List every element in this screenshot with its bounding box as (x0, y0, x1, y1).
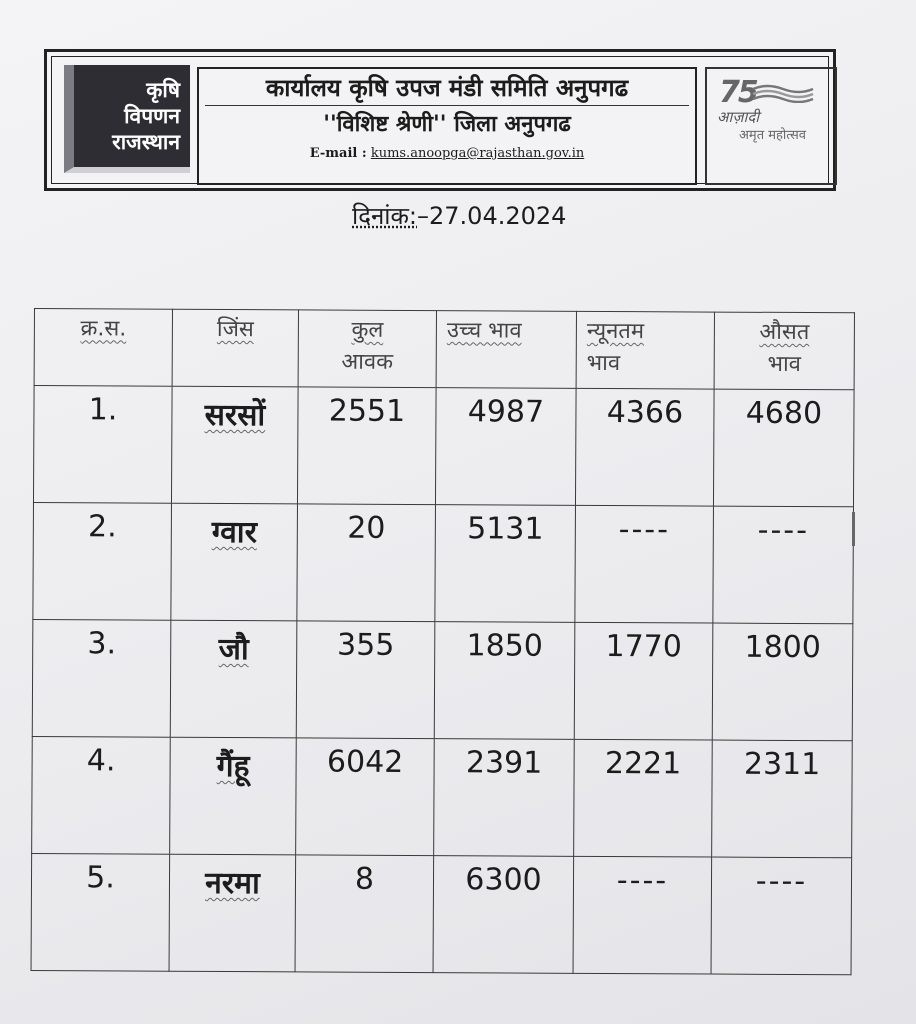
date-line (352, 199, 566, 232)
title-divider (205, 105, 689, 106)
min-price-cell: 4366 (575, 388, 714, 506)
table-row (33, 386, 854, 507)
serial-no-cell: 2. (33, 502, 172, 620)
header-commodity: जिंस (172, 309, 298, 387)
letterhead-inner-border (51, 56, 829, 184)
commodity-cell: सरसों (171, 386, 298, 504)
flag-waves-icon (751, 83, 815, 103)
serial-no-cell: 1. (33, 386, 172, 504)
date-value: –27.04.2024 (417, 202, 567, 230)
serial-no-cell: 5. (31, 853, 170, 971)
letterhead (44, 49, 836, 191)
mandi-rates-table (31, 308, 855, 975)
header-min-price: न्यूनतम भाव (576, 311, 714, 389)
total-arrival-cell: 2551 (297, 387, 436, 505)
serial-no-cell: 3. (32, 619, 171, 737)
total-arrival-cell: 6042 (296, 738, 435, 856)
min-price-cell: ---- (573, 856, 712, 974)
logo-line: कृषि (146, 77, 180, 102)
email-line (199, 146, 695, 161)
min-price-cell: 1770 (574, 622, 713, 740)
high-price-cell: 4987 (435, 388, 576, 506)
commodity-cell: गैंहू (170, 737, 297, 855)
header-serial-no: क्र.स. (34, 309, 172, 387)
logo-line: विपणन (124, 103, 180, 128)
azadi-amrit-mahotsav-logo (705, 67, 837, 185)
avg-price-cell: ---- (711, 857, 852, 975)
commodity-cell: जौ (170, 620, 297, 738)
email-address[interactable]: kums.anoopga@rajasthan.gov.in (370, 146, 585, 161)
high-price-cell: 2391 (434, 739, 575, 857)
table-header-row (34, 309, 854, 390)
azadi-text: आज़ादी (717, 108, 760, 126)
total-arrival-cell: 20 (297, 504, 436, 622)
avg-price-cell: 1800 (712, 623, 853, 741)
avg-price-cell: 4680 (713, 389, 854, 507)
high-price-cell: 6300 (433, 856, 574, 974)
min-price-cell: 2221 (574, 739, 713, 857)
seventyfive-mark: 75 (719, 75, 757, 110)
office-title-box (197, 67, 697, 185)
amrit-mahotsav-text: अमृत महोत्सव (739, 128, 807, 143)
grade-line: ''विशिष्ट श्रेणी'' जिला अनुपगढ (323, 112, 571, 137)
table-row (33, 502, 854, 623)
office-title: कार्यालय कृषि उपज मंडी समिति अनुपगढ (265, 74, 629, 102)
commodity-cell: नरमा (169, 854, 296, 972)
avg-price-cell: 2311 (712, 740, 853, 858)
table-row (32, 736, 853, 857)
logo-line: राजस्थान (112, 130, 180, 155)
header-total-arrival: कुल आवक (298, 310, 436, 388)
header-avg-price: औसत भाव (714, 312, 854, 390)
date-label: दिनांक: (352, 202, 418, 230)
email-label: E-mail : (309, 146, 367, 161)
commodity-cell: ग्वार (171, 503, 298, 621)
high-price-cell: 5131 (435, 505, 576, 623)
table-row (31, 853, 852, 974)
table-row (32, 619, 853, 740)
total-arrival-cell: 355 (296, 621, 435, 739)
min-price-cell: ---- (575, 505, 714, 623)
header-high-price: उच्च भाव (436, 311, 576, 389)
serial-no-cell: 4. (32, 736, 171, 854)
total-arrival-cell: 8 (295, 855, 434, 973)
paper-edge-mark (852, 512, 855, 546)
avg-price-cell: ---- (713, 506, 854, 624)
krishi-vipnan-logo (64, 65, 190, 173)
high-price-cell: 1850 (434, 622, 575, 740)
